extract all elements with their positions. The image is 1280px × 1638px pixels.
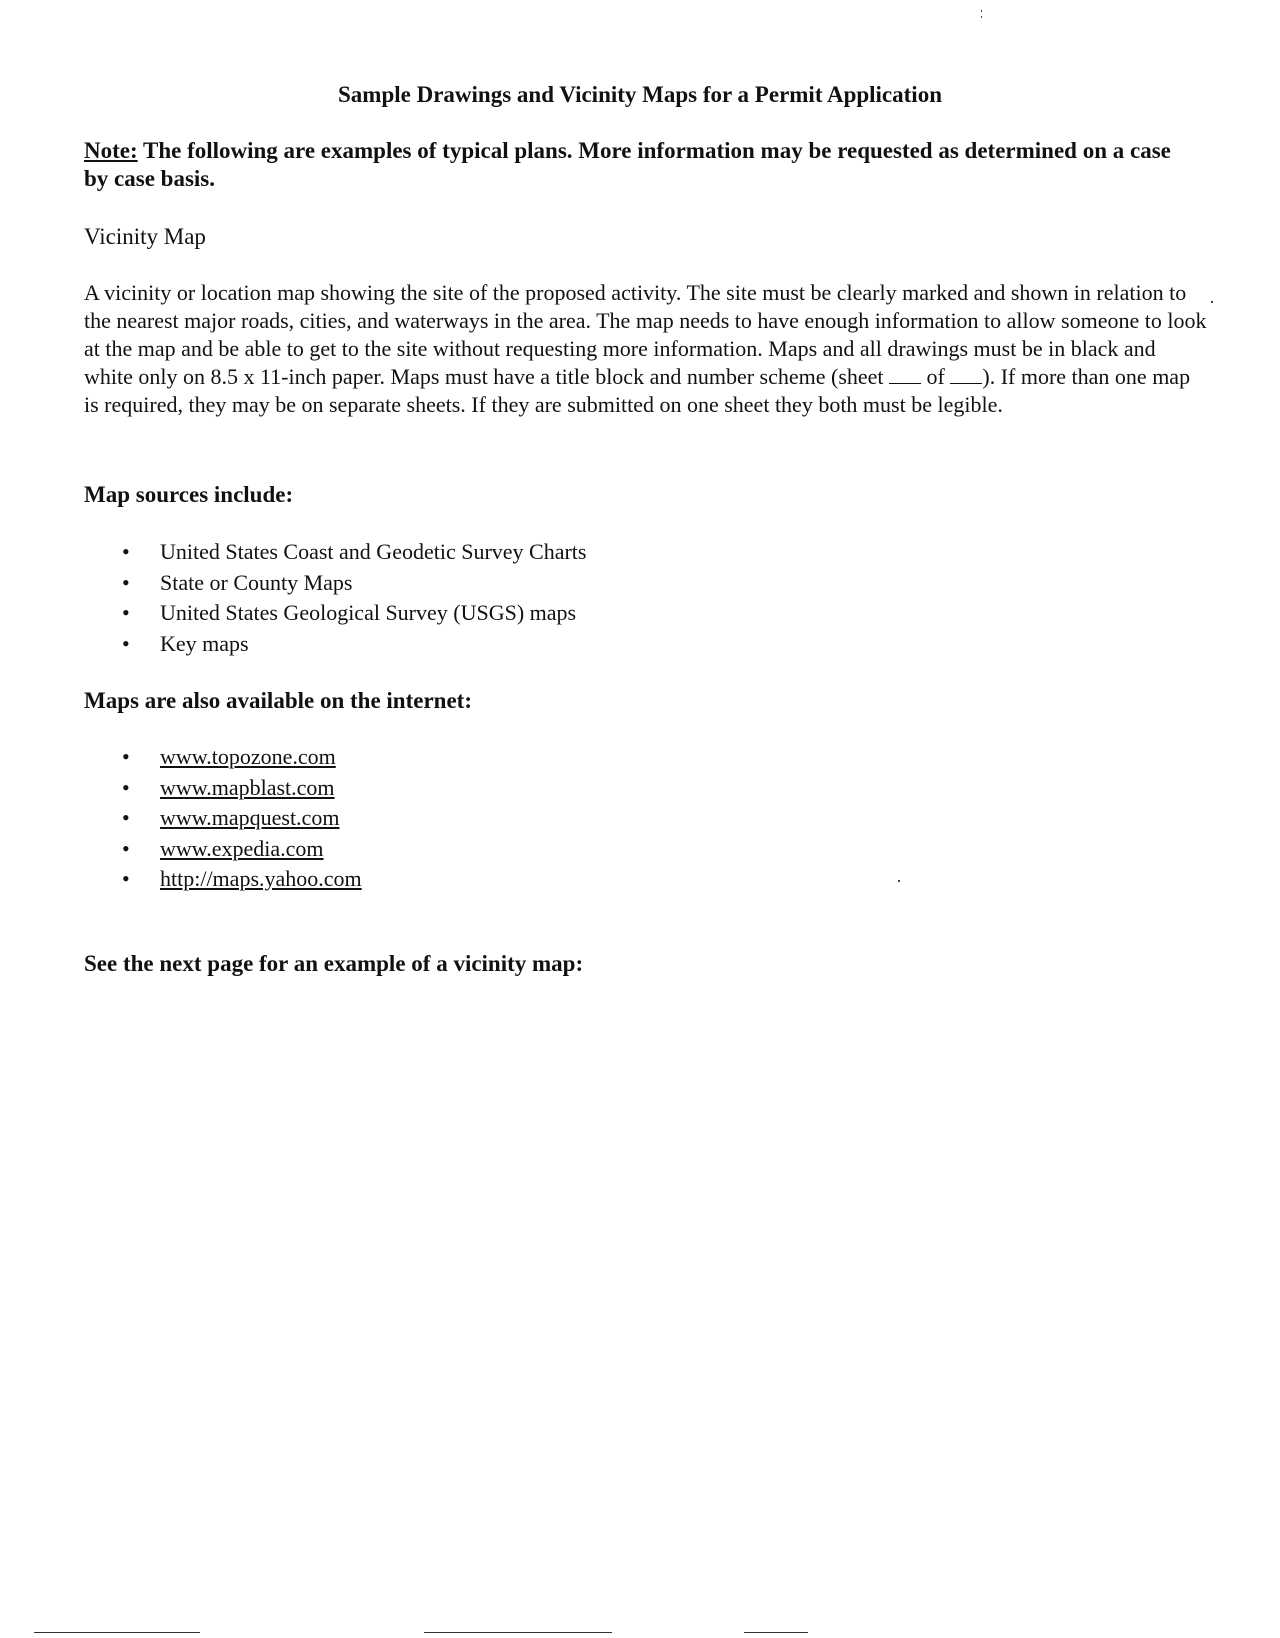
bullet-icon: • [122, 835, 130, 861]
list-item [84, 773, 362, 804]
vicinity-text-1: A vicinity or location map showing the site of the proposed activity. The site must be clearly marked and shown in relation to the nearest major roads, cities, and waterways in the area. The map needs to have enough information to allow someone to look at the map and be able to get to the site without requesting more information. Maps and all drawings must be in black and white only on 8.5 x 11-inch paper. Maps must have a title block and number scheme (sheet [84, 280, 1207, 389]
vicinity-text-3: ). If more than one map is required, they may be on separate sheets. If they are submitted on one sheet they both must be legible. [84, 364, 1191, 417]
source-item-text: United States Geological Survey (USGS) maps [160, 600, 577, 625]
bullet-icon: • [122, 600, 130, 625]
scan-speck [981, 10, 982, 12]
scan-speck [898, 880, 900, 882]
internet-maps-heading: Maps are also available on the internet: [84, 688, 472, 713]
bullet-icon: • [122, 630, 130, 656]
link-expedia[interactable]: www.expedia.com [160, 835, 324, 861]
link-mapquest[interactable]: www.mapquest.com [160, 805, 340, 830]
bullet-icon: • [122, 805, 130, 830]
vicinity-map-heading: Vicinity Map [84, 224, 206, 249]
map-sources-list [84, 537, 586, 659]
sheet-total-blank [950, 365, 982, 384]
sheet-number-blank [889, 365, 921, 384]
link-topozone[interactable]: www.topozone.com [160, 744, 336, 769]
footer-rule [744, 1632, 808, 1633]
closing-note: See the next page for an example of a vicinity map: [84, 951, 584, 976]
map-sources-heading: Map sources include: [84, 482, 294, 507]
internet-links-list [84, 742, 362, 895]
list-item [84, 568, 586, 599]
list-item [84, 629, 586, 660]
vicinity-map-paragraph [84, 279, 1209, 419]
list-item [84, 864, 362, 895]
bullet-icon: • [122, 569, 130, 595]
footer-rule [424, 1632, 612, 1633]
note-paragraph [84, 137, 1194, 193]
list-item [84, 803, 362, 834]
link-mapblast[interactable]: www.mapblast.com [160, 774, 335, 800]
source-item-text: State or County Maps [160, 569, 353, 595]
footer-rule [34, 1632, 200, 1633]
page-title: Sample Drawings and Vicinity Maps for a Permit Application [338, 82, 942, 107]
source-item-text: United States Coast and Geodetic Survey Charts [160, 539, 587, 564]
bullet-icon: • [122, 774, 130, 800]
list-item [84, 742, 362, 773]
bullet-icon: • [122, 866, 130, 891]
link-yahoo-maps[interactable]: http://maps.yahoo.com [160, 866, 362, 891]
bullet-icon: • [122, 744, 130, 769]
note-label: Note: [84, 138, 138, 163]
list-item [84, 598, 586, 629]
source-item-text: Key maps [160, 630, 249, 656]
scan-speck [981, 16, 982, 18]
vicinity-text-2: of [921, 364, 951, 389]
list-item [84, 834, 362, 865]
list-item [84, 537, 586, 568]
scan-speck [1211, 301, 1213, 303]
note-text: The following are examples of typical plans. More information may be requested as determined on a case by case basis. [84, 138, 1171, 191]
bullet-icon: • [122, 539, 130, 564]
